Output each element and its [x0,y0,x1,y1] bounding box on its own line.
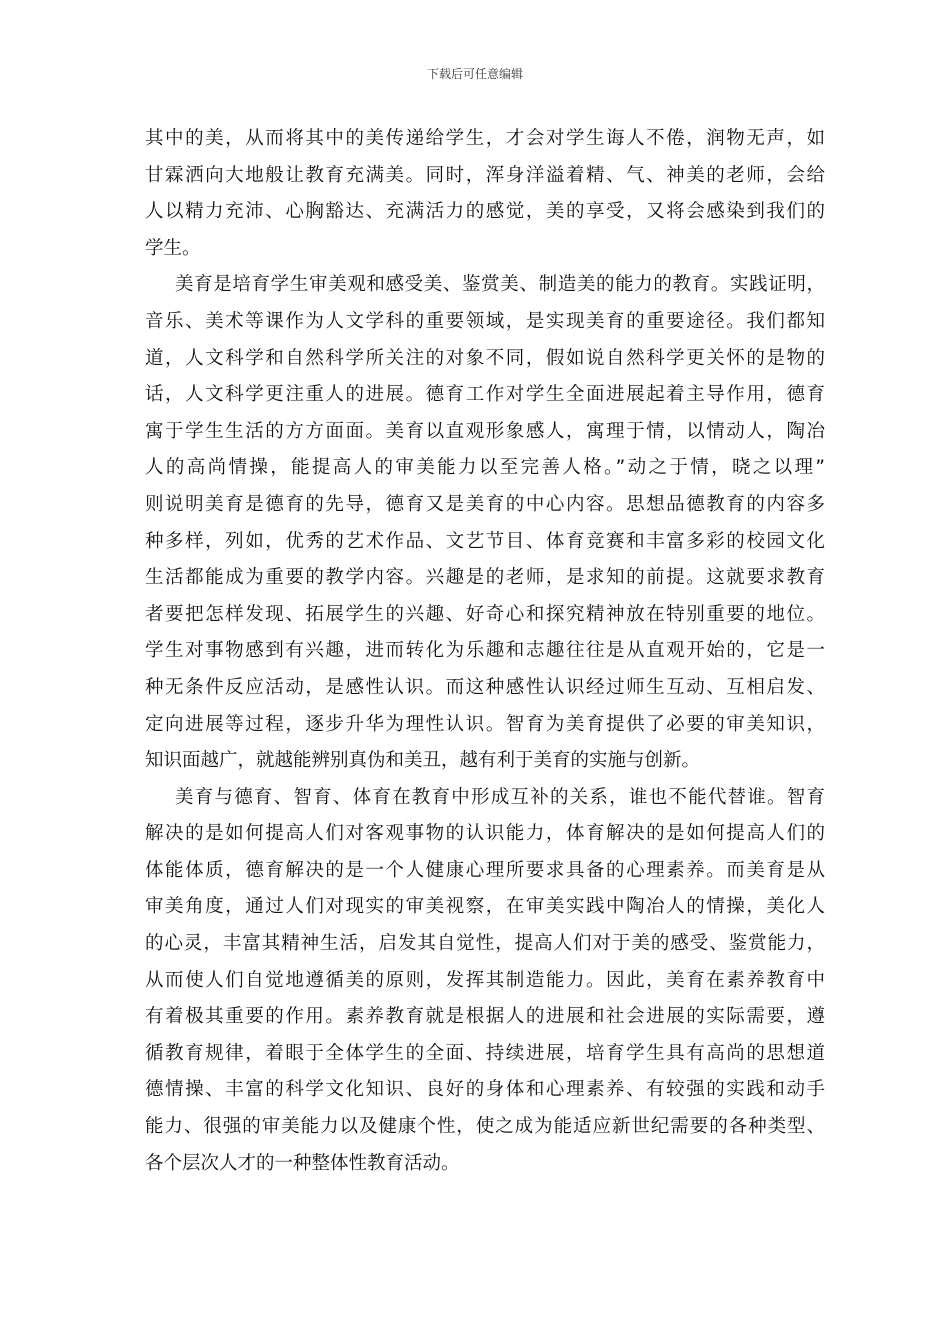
text-line: 美育与德育、智育、体育在教育中形成互补的关系，谁也不能代替谁。智育 [175,786,825,808]
paragraph [145,121,825,267]
text-line: 话，人文科学更注重人的进展。德育工作对学生全面进展起着主导作用，德育 [145,384,825,406]
text-line: 人的高尚情操，能提高人的审美能力以至完善人格。”动之于情，晓之以理” [145,457,825,479]
paragraph [145,780,825,1183]
text-line: 人以精力充沛、心胸豁达、充满活力的感觉，美的享受，又将会感染到我们的 [145,201,825,223]
text-line: 种无条件反应活动，是感性认识。而这种感性认识经过师生互动、互相启发、 [145,676,825,698]
text-line: 有着极其重要的作用。素养教育就是根据人的进展和社会进展的实际需要，遵 [145,1006,825,1028]
text-line: 各个层次人才的一种整体性教育活动。 [145,1152,460,1174]
text-line: 知识面越广，就越能辨别真伪和美丑，越有利于美育的实施与创新。 [145,750,701,772]
text-line: 审美角度，通过人们对现实的审美视察，在审美实践中陶冶人的情操，美化人 [145,896,825,918]
document-body [145,121,825,1182]
text-line: 解决的是如何提高人们对客观事物的认识能力，体育解决的是如何提高人们的 [145,823,825,845]
text-line: 循教育规律，着眼于全体学生的全面、持续进展，培育学生具有高尚的思想道 [145,1042,825,1064]
text-line: 学生。 [145,237,201,259]
text-line: 生活都能成为重要的教学内容。兴趣是的老师，是求知的前提。这就要求教育 [145,567,825,589]
text-line: 甘霖洒向大地般让教育充满美。同时，浑身洋溢着精、气、神美的老师，会给 [145,164,825,186]
text-line: 体能体质，德育解决的是一个人健康心理所要求具备的心理素养。而美育是从 [145,859,825,881]
text-line: 道，人文科学和自然科学所关注的对象不同，假如说自然科学更关怀的是物的 [145,347,825,369]
text-line: 者要把怎样发现、拓展学生的兴趣、好奇心和探究精神放在特别重要的地位。 [145,603,825,625]
text-line: 能力、很强的审美能力以及健康个性，使之成为能适应新世纪需要的各种类型、 [145,1116,825,1138]
page-header: 下载后可任意编辑 [426,67,523,81]
text-line: 则说明美育是德育的先导，德育又是美育的中心内容。思想品德教育的内容多 [145,493,825,515]
text-line: 其中的美，从而将其中的美传递给学生，才会对学生诲人不倦，润物无声，如 [145,128,825,149]
text-line: 从而使人们自觉地遵循美的原则，发挥其制造能力。因此，美育在素养教育中 [145,969,825,991]
text-line: 的心灵，丰富其精神生活，启发其自觉性，提高人们对于美的感受、鉴赏能力， [145,933,825,955]
text-line: 种多样，列如，优秀的艺术作品、文艺节目、体育竞赛和丰富多彩的校园文化 [145,530,825,552]
text-line: 定向进展等过程，逐步升华为理性认识。智育为美育提供了必要的审美知识， [145,713,825,735]
text-line: 寓于学生生活的方方面面。美育以直观形象感人，寓理于情，以情动人，陶冶 [145,420,825,442]
paragraph [145,267,825,779]
text-line: 美育是培育学生审美观和感受美、鉴赏美、制造美的能力的教育。实践证明， [175,274,825,296]
text-line: 德情操、丰富的科学文化知识、良好的身体和心理素养、有较强的实践和动手 [145,1079,825,1101]
text-line: 学生对事物感到有兴趣，进而转化为乐趣和志趣往往是从直观开始的，它是一 [145,640,825,662]
text-line: 音乐、美术等课作为人文学科的重要领域，是实现美育的重要途径。我们都知 [145,310,825,332]
